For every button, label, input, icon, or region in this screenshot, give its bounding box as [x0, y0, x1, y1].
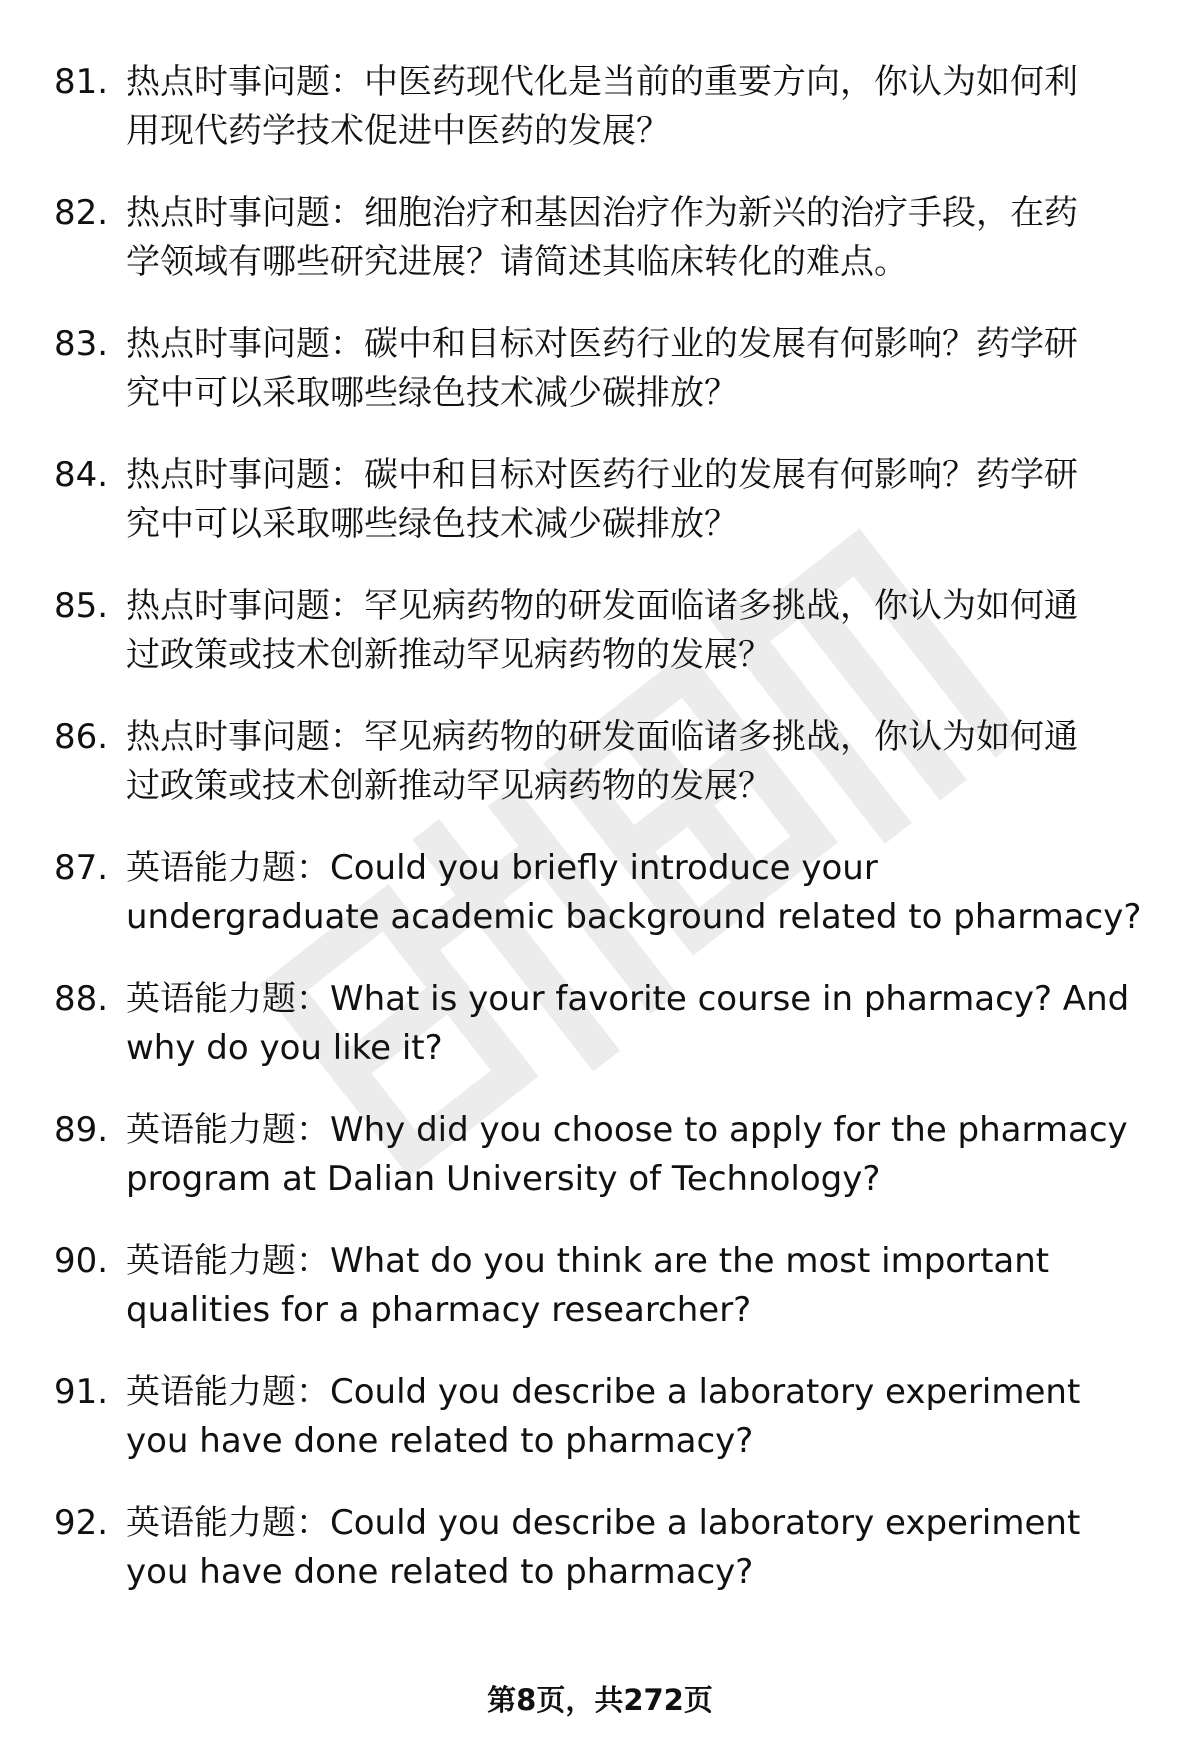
question-item [54, 451, 1164, 582]
question-number: 89. [54, 1110, 109, 1150]
question-number: 92. [54, 1503, 109, 1543]
question-text: 英语能力题：Could you describe a laboratory experiment you have done related to pharmacy? [126, 1372, 1081, 1461]
question-text: 热点时事问题：细胞治疗和基因治疗作为新兴的治疗手段，在药 学领域有哪些研究进展？请简述其临床转化的难点。 [126, 193, 1078, 282]
question-item [54, 713, 1164, 844]
question-item [54, 58, 1164, 189]
question-item [54, 1368, 1164, 1499]
question-text: 热点时事问题：中医药现代化是当前的重要方向，你认为如何利 用现代药学技术促进中医药的发展？ [126, 62, 1078, 151]
question-number: 83. [54, 324, 109, 364]
question-number: 88. [54, 979, 109, 1019]
question-item [54, 975, 1164, 1106]
page-number-footer: 第8页，共272页 [487, 1683, 713, 1717]
question-item [54, 189, 1164, 320]
question-number: 85. [54, 586, 109, 626]
question-number: 86. [54, 717, 109, 757]
question-text: 英语能力题：Could you describe a laboratory experiment you have done related to pharmacy? [126, 1503, 1081, 1592]
question-item [54, 1106, 1164, 1237]
question-number: 82. [54, 193, 109, 233]
question-text: 英语能力题：Why did you choose to apply for the pharmacy program at Dalian University of Technology? [126, 1110, 1128, 1199]
question-text: 热点时事问题：罕见病药物的研发面临诸多挑战，你认为如何通 过政策或技术创新推动罕见病药物的发展？ [126, 717, 1078, 806]
question-item [54, 320, 1164, 451]
question-item [54, 844, 1164, 975]
question-number: 87. [54, 848, 109, 888]
question-item [54, 1499, 1164, 1630]
question-text: 热点时事问题：罕见病药物的研发面临诸多挑战，你认为如何通 过政策或技术创新推动罕见病药物的发展？ [126, 586, 1078, 675]
question-text: 英语能力题：What do you think are the most important qualities for a pharmacy researcher? [126, 1241, 1050, 1330]
question-number: 91. [54, 1372, 109, 1412]
question-item [54, 582, 1164, 713]
question-item [54, 1237, 1164, 1368]
question-number: 84. [54, 455, 109, 495]
question-number: 90. [54, 1241, 109, 1281]
question-text: 英语能力题：What is your favorite course in pharmacy? And why do you like it? [126, 979, 1130, 1068]
question-list [54, 58, 1164, 1630]
question-text: 热点时事问题：碳中和目标对医药行业的发展有何影响？药学研 究中可以采取哪些绿色技术减少碳排放？ [126, 324, 1078, 413]
question-text: 英语能力题：Could you briefly introduce your undergraduate academic background related to pharmacy? [126, 848, 1142, 937]
question-text: 热点时事问题：碳中和目标对医药行业的发展有何影响？药学研 究中可以采取哪些绿色技术减少碳排放？ [126, 455, 1078, 544]
question-number: 81. [54, 62, 109, 102]
